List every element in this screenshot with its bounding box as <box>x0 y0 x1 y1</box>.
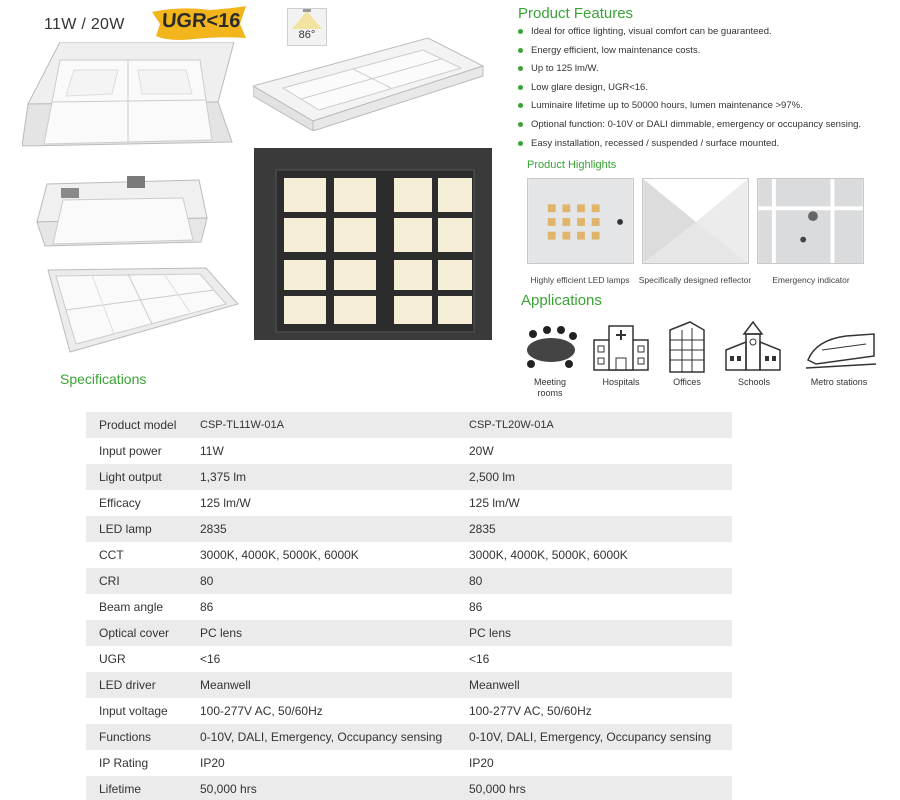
spec-value-20w: 2835 <box>462 516 732 542</box>
beam-angle-value: 86° <box>298 29 316 41</box>
feature-item: Luminaire lifetime up to 50000 hours, lumen maintenance >97%. <box>518 100 898 119</box>
table-row <box>86 438 732 464</box>
spec-label: Functions <box>86 724 193 750</box>
spec-label: IP Rating <box>86 750 193 776</box>
hospital-icon <box>592 320 650 372</box>
reflector-image <box>642 178 749 264</box>
spec-label: Light output <box>86 464 193 490</box>
spec-value-11w: 86 <box>193 594 462 620</box>
power-rating: 11W / 20W <box>44 16 125 33</box>
spec-value-11w: 2835 <box>193 516 462 542</box>
table-row <box>86 698 732 724</box>
emergency-indicator-image <box>757 178 864 264</box>
table-row <box>86 646 732 672</box>
application-label: Schools <box>737 377 771 387</box>
feature-item: Energy efficient, low maintenance costs. <box>518 45 898 64</box>
spec-value-11w: 125 lm/W <box>193 490 462 516</box>
table-row <box>86 568 732 594</box>
highlight-caption: Highly efficient LED lamps <box>530 275 630 285</box>
spec-label: CCT <box>86 542 193 568</box>
product-features-list <box>518 26 898 156</box>
spec-label: Product model <box>86 412 193 438</box>
table-row <box>86 490 732 516</box>
spec-value-20w: CSP-TL20W-01A <box>462 412 732 438</box>
table-row <box>86 516 732 542</box>
spec-value-20w: Meanwell <box>462 672 732 698</box>
spec-value-11w: 0-10V, DALI, Emergency, Occupancy sensing <box>193 724 462 750</box>
spec-value-11w: 11W <box>193 438 462 464</box>
spec-label: UGR <box>86 646 193 672</box>
spec-value-20w: IP20 <box>462 750 732 776</box>
spec-value-11w: PC lens <box>193 620 462 646</box>
table-row <box>86 750 732 776</box>
spec-value-11w: <16 <box>193 646 462 672</box>
table-row <box>86 542 732 568</box>
spec-value-20w: 80 <box>462 568 732 594</box>
spec-value-20w: <16 <box>462 646 732 672</box>
feature-item: Ideal for office lighting, visual comfort can be guaranteed. <box>518 26 898 45</box>
spec-value-20w: 125 lm/W <box>462 490 732 516</box>
product-highlights-title: Product Highlights <box>527 159 617 171</box>
luminaire-top-image <box>33 170 213 255</box>
specifications-table <box>86 412 732 800</box>
application-label: Hospitals <box>602 377 640 387</box>
table-row <box>86 672 732 698</box>
luminaire-rect-image <box>253 36 488 131</box>
spec-value-20w: 86 <box>462 594 732 620</box>
meeting-room-icon <box>523 320 579 372</box>
highlight-caption: Specifically designed reflector <box>638 275 752 285</box>
spec-value-20w: 2,500 lm <box>462 464 732 490</box>
spec-value-11w: IP20 <box>193 750 462 776</box>
table-row <box>86 620 732 646</box>
feature-item: Optional function: 0-10V or DALI dimmable, emergency or occupancy sensing. <box>518 119 898 138</box>
feature-item: Up to 125 lm/W. <box>518 63 898 82</box>
spec-label: Input power <box>86 438 193 464</box>
led-lamps-image <box>527 178 634 264</box>
application-label: Offices <box>673 377 701 387</box>
spec-value-11w: 80 <box>193 568 462 594</box>
spec-value-11w: 50,000 hrs <box>193 776 462 800</box>
spec-value-20w: 20W <box>462 438 732 464</box>
spec-label: Beam angle <box>86 594 193 620</box>
feature-item: Easy installation, recessed / suspended / surface mounted. <box>518 138 898 157</box>
lit-panel-image <box>254 148 492 340</box>
luminaire-grid-image <box>42 264 242 354</box>
product-features-title: Product Features <box>518 5 634 22</box>
school-icon <box>724 320 782 372</box>
table-row <box>86 412 732 438</box>
spec-value-20w: 100-277V AC, 50/60Hz <box>462 698 732 724</box>
spec-label: LED driver <box>86 672 193 698</box>
application-label: Metro stations <box>810 377 868 387</box>
ugr-badge-text: UGR<16 <box>161 10 242 32</box>
highlight-caption: Emergency indicator <box>772 275 850 285</box>
feature-item: Low glare design, UGR<16. <box>518 82 898 101</box>
table-row <box>86 724 732 750</box>
spec-value-11w: 3000K, 4000K, 5000K, 6000K <box>193 542 462 568</box>
applications-title: Applications <box>521 292 602 309</box>
spec-value-20w: 50,000 hrs <box>462 776 732 800</box>
specifications-title: Specifications <box>60 371 147 387</box>
table-row <box>86 594 732 620</box>
spec-label: Input voltage <box>86 698 193 724</box>
spec-label: LED lamp <box>86 516 193 542</box>
luminaire-square-image <box>22 42 242 157</box>
spec-label: Optical cover <box>86 620 193 646</box>
spec-label: CRI <box>86 568 193 594</box>
spec-value-20w: PC lens <box>462 620 732 646</box>
table-row <box>86 776 732 800</box>
table-row <box>86 464 732 490</box>
spec-value-11w: CSP-TL11W-01A <box>193 412 462 438</box>
application-label: Meeting rooms <box>533 377 567 398</box>
spec-label: Efficacy <box>86 490 193 516</box>
spec-value-20w: 3000K, 4000K, 5000K, 6000K <box>462 542 732 568</box>
spec-label: Lifetime <box>86 776 193 800</box>
spec-value-11w: 100-277V AC, 50/60Hz <box>193 698 462 724</box>
spec-value-11w: Meanwell <box>193 672 462 698</box>
office-building-icon <box>668 320 706 374</box>
light-cone-icon <box>288 9 326 29</box>
spec-value-20w: 0-10V, DALI, Emergency, Occupancy sensing <box>462 724 732 750</box>
spec-value-11w: 1,375 lm <box>193 464 462 490</box>
metro-train-icon <box>806 320 876 370</box>
